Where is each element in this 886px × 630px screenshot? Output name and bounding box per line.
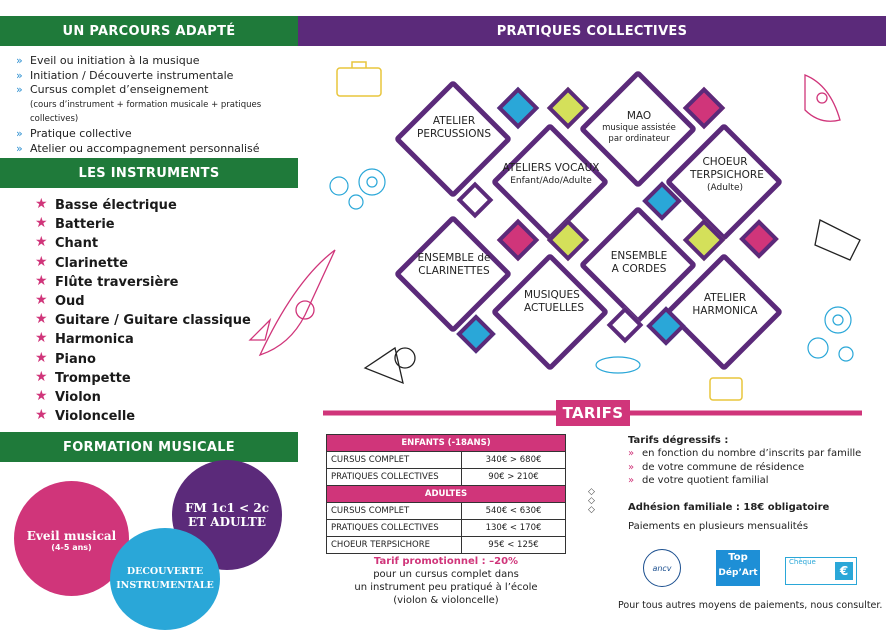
instrument-label: Chant [55, 236, 99, 252]
formation-header [0, 432, 298, 462]
circle-eveil-title: Eveil musical [26, 529, 117, 543]
promo-title: Tarif promotionnel : –20% [373, 556, 519, 567]
tarifs-row-label: PRATIQUES COLLECTIVES [327, 469, 462, 486]
small-rocket-icon [596, 357, 640, 373]
pratiques-header [298, 16, 886, 46]
tarifs-row [327, 469, 566, 486]
parcours-item-text: Eveil ou initiation à la musique [30, 54, 200, 67]
circle-decouverte-title: DECOUVERTE INSTRUMENTALE [116, 566, 214, 591]
degressif-item: » de votre quotient familial [628, 474, 878, 488]
instruments-list [35, 196, 295, 426]
tarifs-row-value: 340€ > 680€ [462, 452, 566, 469]
parcours-list-wrap [16, 54, 306, 156]
label-a2-title: ATELIERS VOCAUX [502, 162, 600, 174]
parcours-item [16, 69, 306, 84]
instrument-item [35, 388, 295, 407]
rocket-top-icon [805, 75, 840, 121]
gear-left-icon [330, 169, 385, 209]
tarifs-row-value: 130€ < 170€ [462, 520, 566, 537]
instrument-label: Violoncelle [55, 409, 136, 425]
instruments-wrap [35, 196, 295, 426]
tarifs-row-label: CHOEUR TERPSICHORE [327, 537, 462, 554]
gear-right-icon [808, 307, 853, 361]
tarifs-row [327, 503, 566, 520]
instrument-label: Trompette [55, 370, 131, 386]
parcours-item-text: Atelier ou accompagnement personnalisé [30, 141, 260, 155]
instrument-item [35, 330, 295, 349]
parcours-list [16, 54, 306, 156]
instrument-label: Violon [55, 390, 101, 406]
label-a5 [399, 252, 509, 278]
star-icon: ★ [35, 253, 48, 270]
tarifs-row [327, 537, 566, 554]
promo-line: (violon & violoncelle) [393, 595, 499, 606]
degressif-item: » en fonction du nombre d’inscrits par famille [628, 447, 878, 461]
label-a2-sub: Enfant/Ado/Adulte [510, 176, 592, 186]
instrument-item [35, 215, 295, 234]
instrument-item [35, 311, 295, 330]
topdepart-logo [716, 550, 760, 586]
tarifs-row-value: 540€ < 630€ [462, 503, 566, 520]
tarifs-row-label: CURSUS COMPLET [327, 503, 462, 520]
tarifs-row-label: PRATIQUES COLLECTIVES [327, 520, 462, 537]
instrument-label: Oud [55, 294, 85, 310]
ancv-logo [643, 549, 681, 587]
degressif-item: » de votre commune de résidence [628, 461, 878, 475]
tarifs-row [327, 452, 566, 469]
instrument-label: Piano [55, 351, 96, 367]
circle-eveil-sub: (4-5 ans) [51, 543, 92, 552]
degressifs-list [628, 447, 878, 488]
circle-decouverte [110, 528, 220, 630]
instrument-label: Clarinette [55, 255, 128, 271]
formation-title: FORMATION MUSICALE [63, 439, 235, 455]
paiements-text: Paiements en plusieurs mensualités [628, 520, 809, 532]
label-a3 [584, 110, 694, 145]
circle-fm-sub: ET ADULTE [188, 515, 266, 529]
tarifs-header [556, 400, 630, 426]
label-a4-title: CHOEUR TERPSICHORE [690, 156, 764, 181]
tarifs-row-label: CURSUS COMPLET [327, 452, 462, 469]
label-a4-sub: (Adulte) [706, 183, 743, 193]
star-icon: ★ [35, 407, 48, 424]
star-icon: ★ [35, 234, 48, 251]
star-icon: ★ [35, 196, 48, 212]
diamond-chain-icon: ◇ ◇ ◇ [588, 487, 595, 515]
degressifs-title: Tarifs dégressifs : [628, 435, 729, 446]
instrument-label: Batterie [55, 217, 115, 233]
bag-icon [710, 378, 742, 400]
cheque-logo [785, 557, 857, 585]
star-icon: ★ [35, 272, 48, 289]
parcours-item [16, 83, 306, 127]
instrument-item [35, 407, 295, 426]
degressifs-block [628, 434, 878, 532]
label-a3-sub: musique assistée par ordinateur [602, 123, 676, 144]
instrument-label: Flûte traversière [55, 274, 179, 290]
tarifs-row [327, 520, 566, 537]
label-a6 [496, 289, 606, 315]
instrument-item [35, 196, 295, 215]
label-a3-title: MAO [626, 110, 652, 122]
promo-lines [326, 568, 566, 607]
star-icon: ★ [35, 388, 48, 405]
star-icon: ★ [35, 311, 48, 328]
footer-text: Pour tous autres moyens de paiements, nous consulter. [618, 600, 883, 611]
label-a7-title: ENSEMBLE A CORDES [610, 250, 668, 275]
instrument-label: Guitare / Guitare classique [55, 313, 251, 329]
topdepart-depart: Dép’Art [718, 568, 758, 578]
promo-line: un instrument peu pratiqué à l’école [354, 582, 538, 593]
label-a5-title: ENSEMBLE de CLARINETTES [417, 252, 491, 277]
megaphone-left-icon [365, 348, 415, 383]
parcours-item-sub: (cours d’instrument + formation musicale + pratiques collectives) [30, 99, 262, 125]
star-icon: ★ [35, 330, 48, 347]
tarifs-table [326, 434, 566, 554]
label-a7 [584, 250, 694, 276]
tarifs-row-value: 95€ < 125€ [462, 537, 566, 554]
tarifs-title: TARIFS [562, 404, 624, 422]
instrument-item [35, 350, 295, 369]
euro-icon: € [835, 562, 853, 580]
label-a6-title: MUSIQUES ACTUELLES [524, 289, 585, 314]
instrument-item [35, 369, 295, 388]
instrument-label: Harmonica [55, 332, 134, 348]
instrument-label: Basse électrique [55, 198, 177, 213]
pratiques-title: PRATIQUES COLLECTIVES [496, 23, 688, 39]
tarifs-group-title: ADULTES [327, 486, 566, 503]
star-icon: ★ [35, 368, 48, 385]
instrument-item [35, 273, 295, 292]
instrument-item [35, 254, 295, 273]
label-a4 [670, 156, 780, 195]
tarifs-group-header [327, 435, 566, 452]
instruments-header [0, 158, 298, 188]
star-icon: ★ [35, 292, 48, 309]
topdepart-top: Top [728, 552, 748, 563]
megaphone-right-icon [815, 220, 860, 260]
parcours-item [16, 54, 306, 69]
tarifs-row-value: 90€ > 210€ [462, 469, 566, 486]
instrument-item [35, 292, 295, 311]
label-a8-title: ATELIER HARMONICA [692, 292, 758, 317]
promo-line: pour un cursus complet dans [373, 569, 519, 580]
promo-block [326, 555, 566, 607]
adhesion-text: Adhésion familiale : 18€ obligatoire [628, 501, 830, 513]
circle-fm-title: FM 1c1 < 2c [184, 501, 270, 515]
briefcase-icon [337, 62, 381, 96]
ancv-text: ancv [652, 563, 672, 573]
instrument-item [35, 234, 295, 253]
tarifs-table-wrap [326, 434, 566, 554]
parcours-item-text: Pratique collective [30, 126, 132, 140]
tarifs-group-title: ENFANTS (-18ANS) [327, 435, 566, 452]
tarifs-group-header [327, 486, 566, 503]
label-a8 [670, 292, 780, 318]
star-icon: ★ [35, 349, 48, 366]
label-a1-title: ATELIER PERCUSSIONS [417, 115, 491, 140]
parcours-header [0, 16, 298, 46]
label-a1 [399, 115, 509, 141]
star-icon: ★ [35, 215, 48, 232]
parcours-item-text: Initiation / Découverte instrumentale [30, 68, 234, 82]
parcours-item [16, 142, 306, 157]
cheque-text: Chèque [789, 558, 816, 566]
parcours-item [16, 127, 306, 142]
label-a2 [496, 162, 606, 188]
square-pink-4 [739, 219, 779, 259]
parcours-title: UN PARCOURS ADAPTÉ [62, 23, 236, 39]
parcours-item-text: Cursus complet d’enseignement [30, 83, 209, 97]
instruments-title: LES INSTRUMENTS [78, 165, 220, 181]
